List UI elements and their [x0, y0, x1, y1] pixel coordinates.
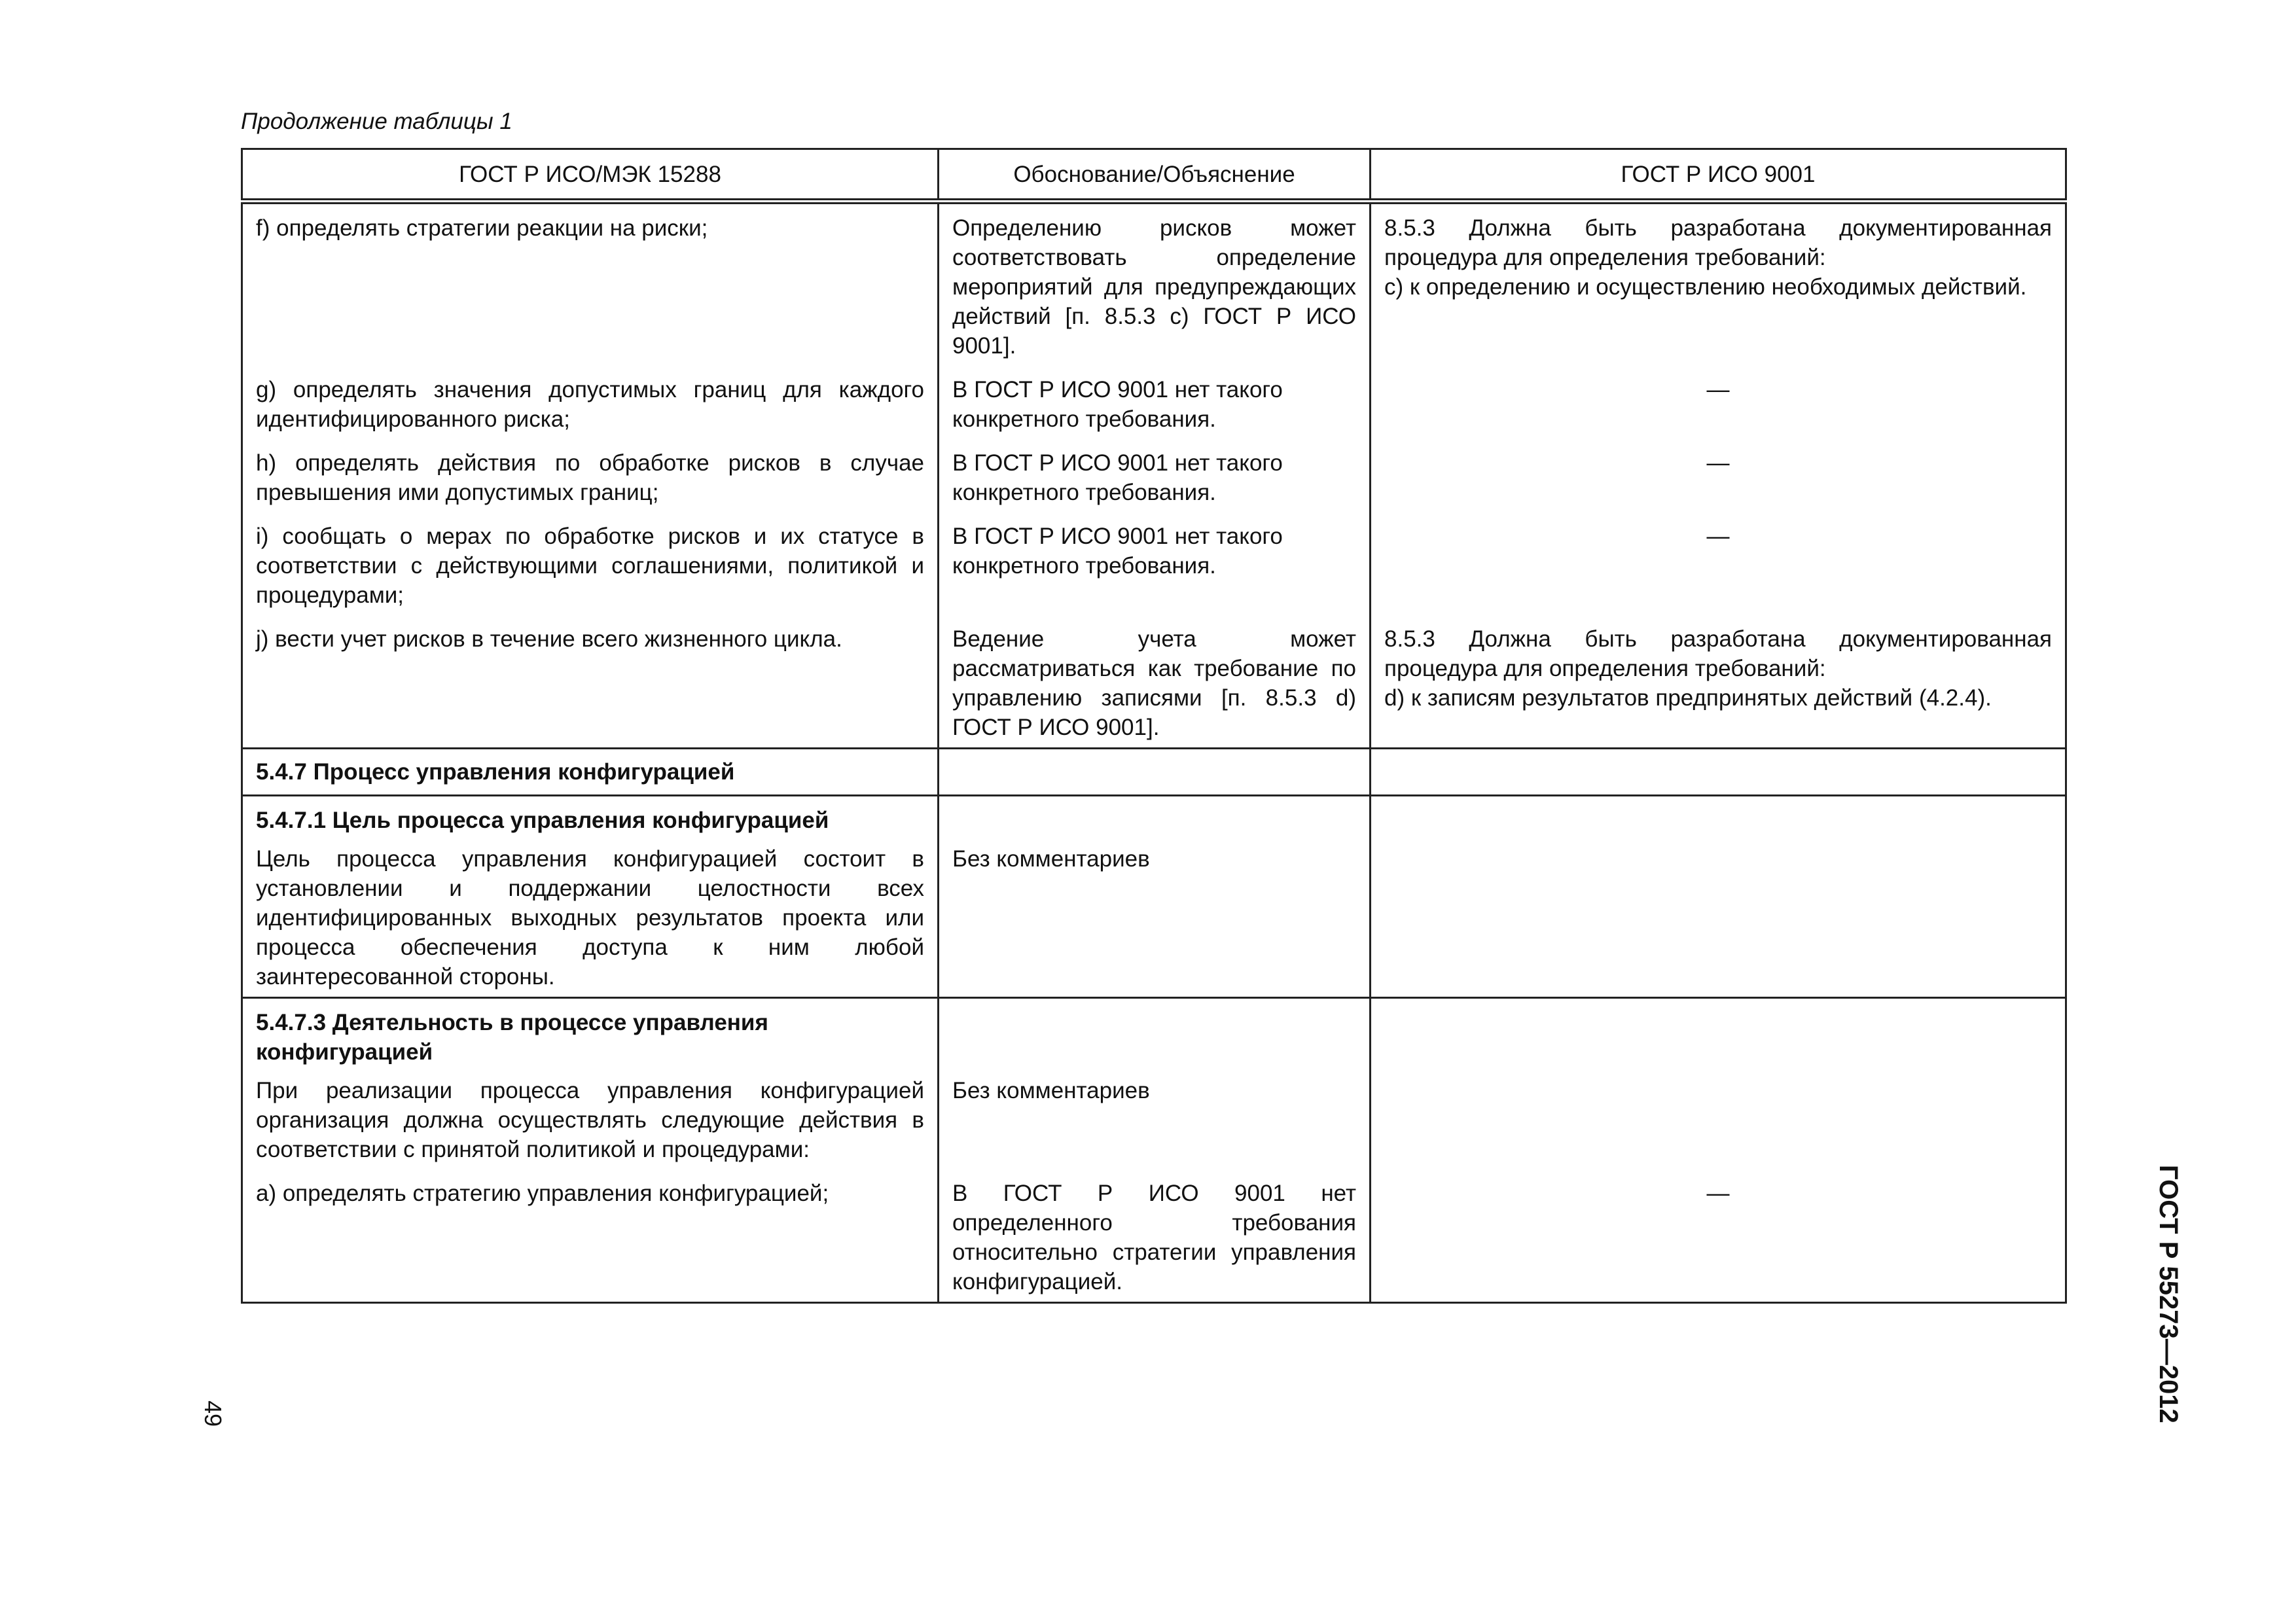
table-row [242, 1067, 2066, 1164]
table-row [242, 835, 2066, 998]
table-row [242, 434, 2066, 507]
row-h-justification: В ГОСТ Р ИСО 9001 нет такого конкретного требования. [939, 434, 1371, 507]
section-5-4-7-3-comment: Без комментариев [939, 1067, 1371, 1164]
comparison-table [241, 148, 2067, 1304]
document-title: ГОСТ Р 55273—2012 [2154, 1165, 2183, 1423]
row-g-justification: В ГОСТ Р ИСО 9001 нет такого конкретного требования. [939, 361, 1371, 434]
row-j-justification: Ведение учета может рассматриваться как требование по управлению записями [п. 8.5.3 d) ГОСТ Р ИСО 9001]. [939, 610, 1371, 749]
row-g-requirement: g) определять значения допустимых границ для каждого идентифицированного риска; [242, 361, 939, 434]
section-row-5-4-7 [242, 749, 2066, 796]
row-a-iso9001: — [1371, 1164, 2066, 1303]
row-j-iso9001: 8.5.3 Должна быть разработана документированная процедура для определения требований: d) к записям результатов предпринятых действий (4.2.4). [1371, 610, 2066, 749]
row-f-iso9001: 8.5.3 Должна быть разработана документированная процедура для определения требований: с) к определению и осуществлению необходимых действий. [1371, 202, 2066, 361]
header-gost-15288: ГОСТ Р ИСО/МЭК 15288 [242, 149, 939, 202]
row-f-justification: Определению рисков может соответствовать определение мероприятий для предупреждающих действий [п. 8.5.3 с) ГОСТ Р ИСО 9001]. [939, 202, 1371, 361]
row-a-justification: В ГОСТ Р ИСО 9001 нет определенного требования относительно стратегии управления конфигурацией. [939, 1164, 1371, 1303]
table-caption: Продолжение таблицы 1 [241, 109, 512, 134]
row-h-iso9001: — [1371, 434, 2066, 507]
section-heading-5-4-7-3: 5.4.7.3 Деятельность в процессе управления конфигурацией [256, 1010, 768, 1065]
row-h-requirement: h) определять действия по обработке рисков в случае превышения ими допустимых границ; [242, 434, 939, 507]
row-i-justification: В ГОСТ Р ИСО 9001 нет такого конкретного требования. [939, 507, 1371, 610]
row-i-iso9001: — [1371, 507, 2066, 610]
table-header-row [242, 149, 2066, 202]
table-row [242, 1164, 2066, 1303]
page-number: 49 [200, 1400, 226, 1427]
section-heading-5-4-7: 5.4.7 Процесс управления конфигурацией [256, 759, 735, 785]
table-row [242, 507, 2066, 610]
table-row [242, 361, 2066, 434]
row-a-requirement: а) определять стратегию управления конфигурацией; [242, 1164, 939, 1303]
section-5-4-7-3-text: При реализации процесса управления конфигурацией организация должна осуществлять следующие действия в соответствии с принятой политикой и процедурами: [242, 1067, 939, 1164]
row-j-requirement: j) вести учет рисков в течение всего жизненного цикла. [242, 610, 939, 749]
header-justification: Обоснование/Объяснение [939, 149, 1371, 202]
table-row [242, 202, 2066, 361]
row-f-requirement: f) определять стратегии реакции на риски; [242, 202, 939, 361]
section-row-5-4-7-1-heading [242, 796, 2066, 836]
row-i-requirement: i) сообщать о мерах по обработке рисков и их статусе в соответствии с действующими соглашениями, политикой и процедурами; [242, 507, 939, 610]
row-g-iso9001: — [1371, 361, 2066, 434]
section-row-5-4-7-3-heading [242, 998, 2066, 1067]
section-5-4-7-1-comment: Без комментариев [939, 835, 1371, 998]
table-row [242, 610, 2066, 749]
section-5-4-7-1-text: Цель процесса управления конфигурацией состоит в установлении и поддержании целостности всех идентифицированных выходных результатов проекта или процесса обеспечения доступа к ним любой заинтересованной стороны. [242, 835, 939, 998]
header-gost-9001: ГОСТ Р ИСО 9001 [1371, 149, 2066, 202]
section-heading-5-4-7-1: 5.4.7.1 Цель процесса управления конфигурацией [256, 808, 829, 833]
